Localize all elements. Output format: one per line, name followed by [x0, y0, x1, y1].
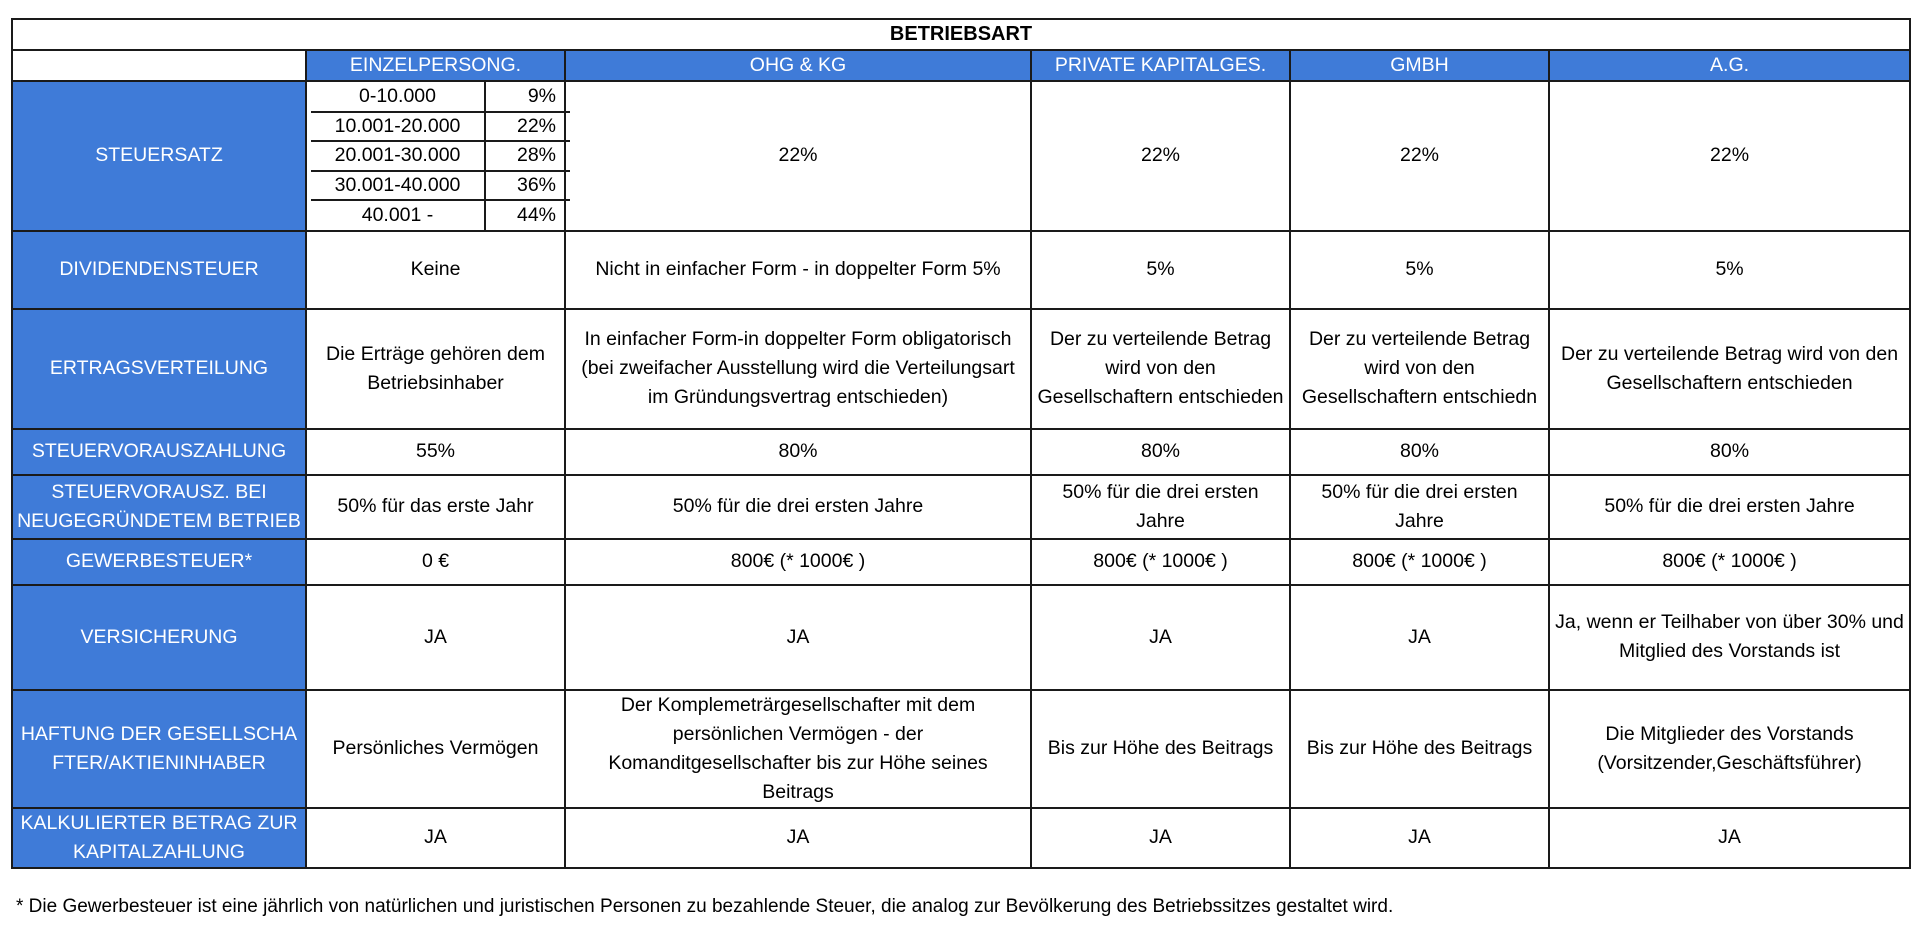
table-cell: 5% [1549, 231, 1910, 309]
column-header-ohg-kg: OHG & KG [565, 50, 1031, 81]
tax-bracket-table [311, 82, 570, 230]
tax-bracket-row [311, 112, 570, 142]
table-cell: 800€ (* 1000€ ) [1290, 539, 1549, 585]
row-haftung [12, 690, 1910, 808]
bracket-rate: 44% [516, 203, 556, 226]
column-header-einzelperson: EINZELPERSONG. [306, 50, 565, 81]
bracket-range: 0-10.000 [311, 82, 485, 112]
row-ertragsverteilung [12, 309, 1910, 429]
table-cell: JA [306, 585, 565, 690]
table-cell: JA [1031, 585, 1290, 690]
table-cell: JA [1290, 808, 1549, 868]
table-cell: JA [306, 808, 565, 868]
table-cell: Keine [306, 231, 565, 309]
row-label-steuervorausz-neugegruendet: STEUERVORAUSZ. BEI NEUGEGRÜNDETEM BETRIEB [12, 475, 306, 539]
table-cell: 80% [1031, 429, 1290, 475]
steuersatz-ohg-kg: 22% [565, 81, 1031, 231]
row-label-haftung: HAFTUNG DER GESELLSCHAFTER/AKTIENINHABER [12, 690, 306, 808]
betriebsart-table [11, 18, 1911, 869]
table-cell: Der zu verteilende Betrag wird von den Gesellschaftern entschiedn [1290, 309, 1549, 429]
table-cell: Bis zur Höhe des Beitrags [1290, 690, 1549, 808]
table-cell: JA [565, 808, 1031, 868]
row-label-gewerbesteuer: GEWERBESTEUER* [12, 539, 306, 585]
row-kalkulierter-betrag [12, 808, 1910, 868]
table-cell: 0 € [306, 539, 565, 585]
tax-bracket-row [311, 141, 570, 171]
row-label-versicherung: VERSICHERUNG [12, 585, 306, 690]
tax-bracket-row [311, 82, 570, 112]
tax-bracket-row [311, 200, 570, 230]
header-corner [12, 50, 306, 81]
bracket-rate: 28% [485, 141, 570, 171]
row-steuervorausz-neugegruendet [12, 475, 1910, 539]
row-label-dividendensteuer: DIVIDENDENSTEUER [12, 231, 306, 309]
table-cell: 50% für die drei ersten Jahre [1549, 475, 1910, 539]
table-cell: Ja, wenn er Teilhaber von über 30% und Mitglied des Vorstands ist [1549, 585, 1910, 690]
table-cell: 5% [1290, 231, 1549, 309]
table-cell: JA [1290, 585, 1549, 690]
table-cell: 50% für das erste Jahr [306, 475, 565, 539]
table-cell: 800€ (* 1000€ ) [1031, 539, 1290, 585]
table-title: BETRIEBSART [12, 19, 1910, 50]
row-label-steuervorauszahlung: STEUERVORAUSZAHLUNG [12, 429, 306, 475]
table-cell: 50% für die drei ersten Jahre [1031, 475, 1290, 539]
bracket-range: 10.001-20.000 [311, 112, 485, 142]
table-cell: Persönliches Vermögen [306, 690, 565, 808]
bracket-range: 30.001-40.000 [311, 171, 485, 201]
table-cell: 55% [306, 429, 565, 475]
table-cell: 50% für die drei ersten Jahre [565, 475, 1031, 539]
table-cell: 80% [1290, 429, 1549, 475]
row-label-ertragsverteilung: ERTRAGSVERTEILUNG [12, 309, 306, 429]
table-cell: 800€ (* 1000€ ) [1549, 539, 1910, 585]
table-cell: Die Mitglieder des Vorstands (Vorsitzender,Geschäftsführer) [1549, 690, 1910, 808]
row-steuervorauszahlung [12, 429, 1910, 475]
header-row [12, 50, 1910, 81]
steuersatz-gmbh: 22% [1290, 81, 1549, 231]
table-cell: Nicht in einfacher Form - in doppelter Form 5% [565, 231, 1031, 309]
bracket-rate: 22% [485, 112, 570, 142]
steuersatz-einzel-cell [306, 81, 565, 231]
table-cell: Die Erträge gehören dem Betriebsinhaber [306, 309, 565, 429]
row-dividendensteuer [12, 231, 1910, 309]
table-cell: In einfacher Form-in doppelter Form obligatorisch (bei zweifacher Ausstellung wird die Verteilungsart im Gründungsvertrag entschieden) [565, 309, 1031, 429]
steuersatz-ag: 22% [1549, 81, 1910, 231]
bracket-rate: 9% [485, 82, 570, 112]
tax-bracket-row [311, 171, 570, 201]
table-cell: 50% für die drei ersten Jahre [1290, 475, 1549, 539]
table-cell: 800€ (* 1000€ ) [565, 539, 1031, 585]
table-cell: JA [1549, 808, 1910, 868]
table-cell: 80% [565, 429, 1031, 475]
bracket-rate: 36% [485, 171, 570, 201]
steuersatz-private-kapitalges: 22% [1031, 81, 1290, 231]
table-cell: JA [565, 585, 1031, 690]
column-header-gmbh: GMBH [1290, 50, 1549, 81]
table-cell: Der zu verteilende Betrag wird von den Gesellschaftern entschieden [1549, 309, 1910, 429]
footnote: * Die Gewerbesteuer ist eine jährlich von natürlichen und juristischen Personen zu bezahlende Steuer, die analog zur Bevölkerung des Betriebssitzes gestaltet wird. [16, 896, 1394, 917]
title-row [12, 19, 1910, 50]
table-cell: Bis zur Höhe des Beitrags [1031, 690, 1290, 808]
column-header-ag: A.G. [1549, 50, 1910, 81]
table-cell: Der Komplemeträrgesellschafter mit dem persönlichen Vermögen - der Komanditgesellschafter bis zur Höhe seines Beitrags [565, 690, 1031, 808]
bracket-range: 40.001 - [311, 200, 485, 230]
row-versicherung [12, 585, 1910, 690]
row-gewerbesteuer [12, 539, 1910, 585]
row-label-steuersatz: STEUERSATZ [12, 81, 306, 231]
table-cell: JA [1031, 808, 1290, 868]
row-label-kalkulierter-betrag: KALKULIERTER BETRAG ZUR KAPITALZAHLUNG [12, 808, 306, 868]
table-cell: 80% [1549, 429, 1910, 475]
column-header-private-kapitalges: PRIVATE KAPITALGES. [1031, 50, 1290, 81]
table-cell: Der zu verteilende Betrag wird von den Gesellschaftern entschieden [1031, 309, 1290, 429]
table-cell: 5% [1031, 231, 1290, 309]
bracket-range: 20.001-30.000 [311, 141, 485, 171]
row-steuersatz [12, 81, 1910, 231]
